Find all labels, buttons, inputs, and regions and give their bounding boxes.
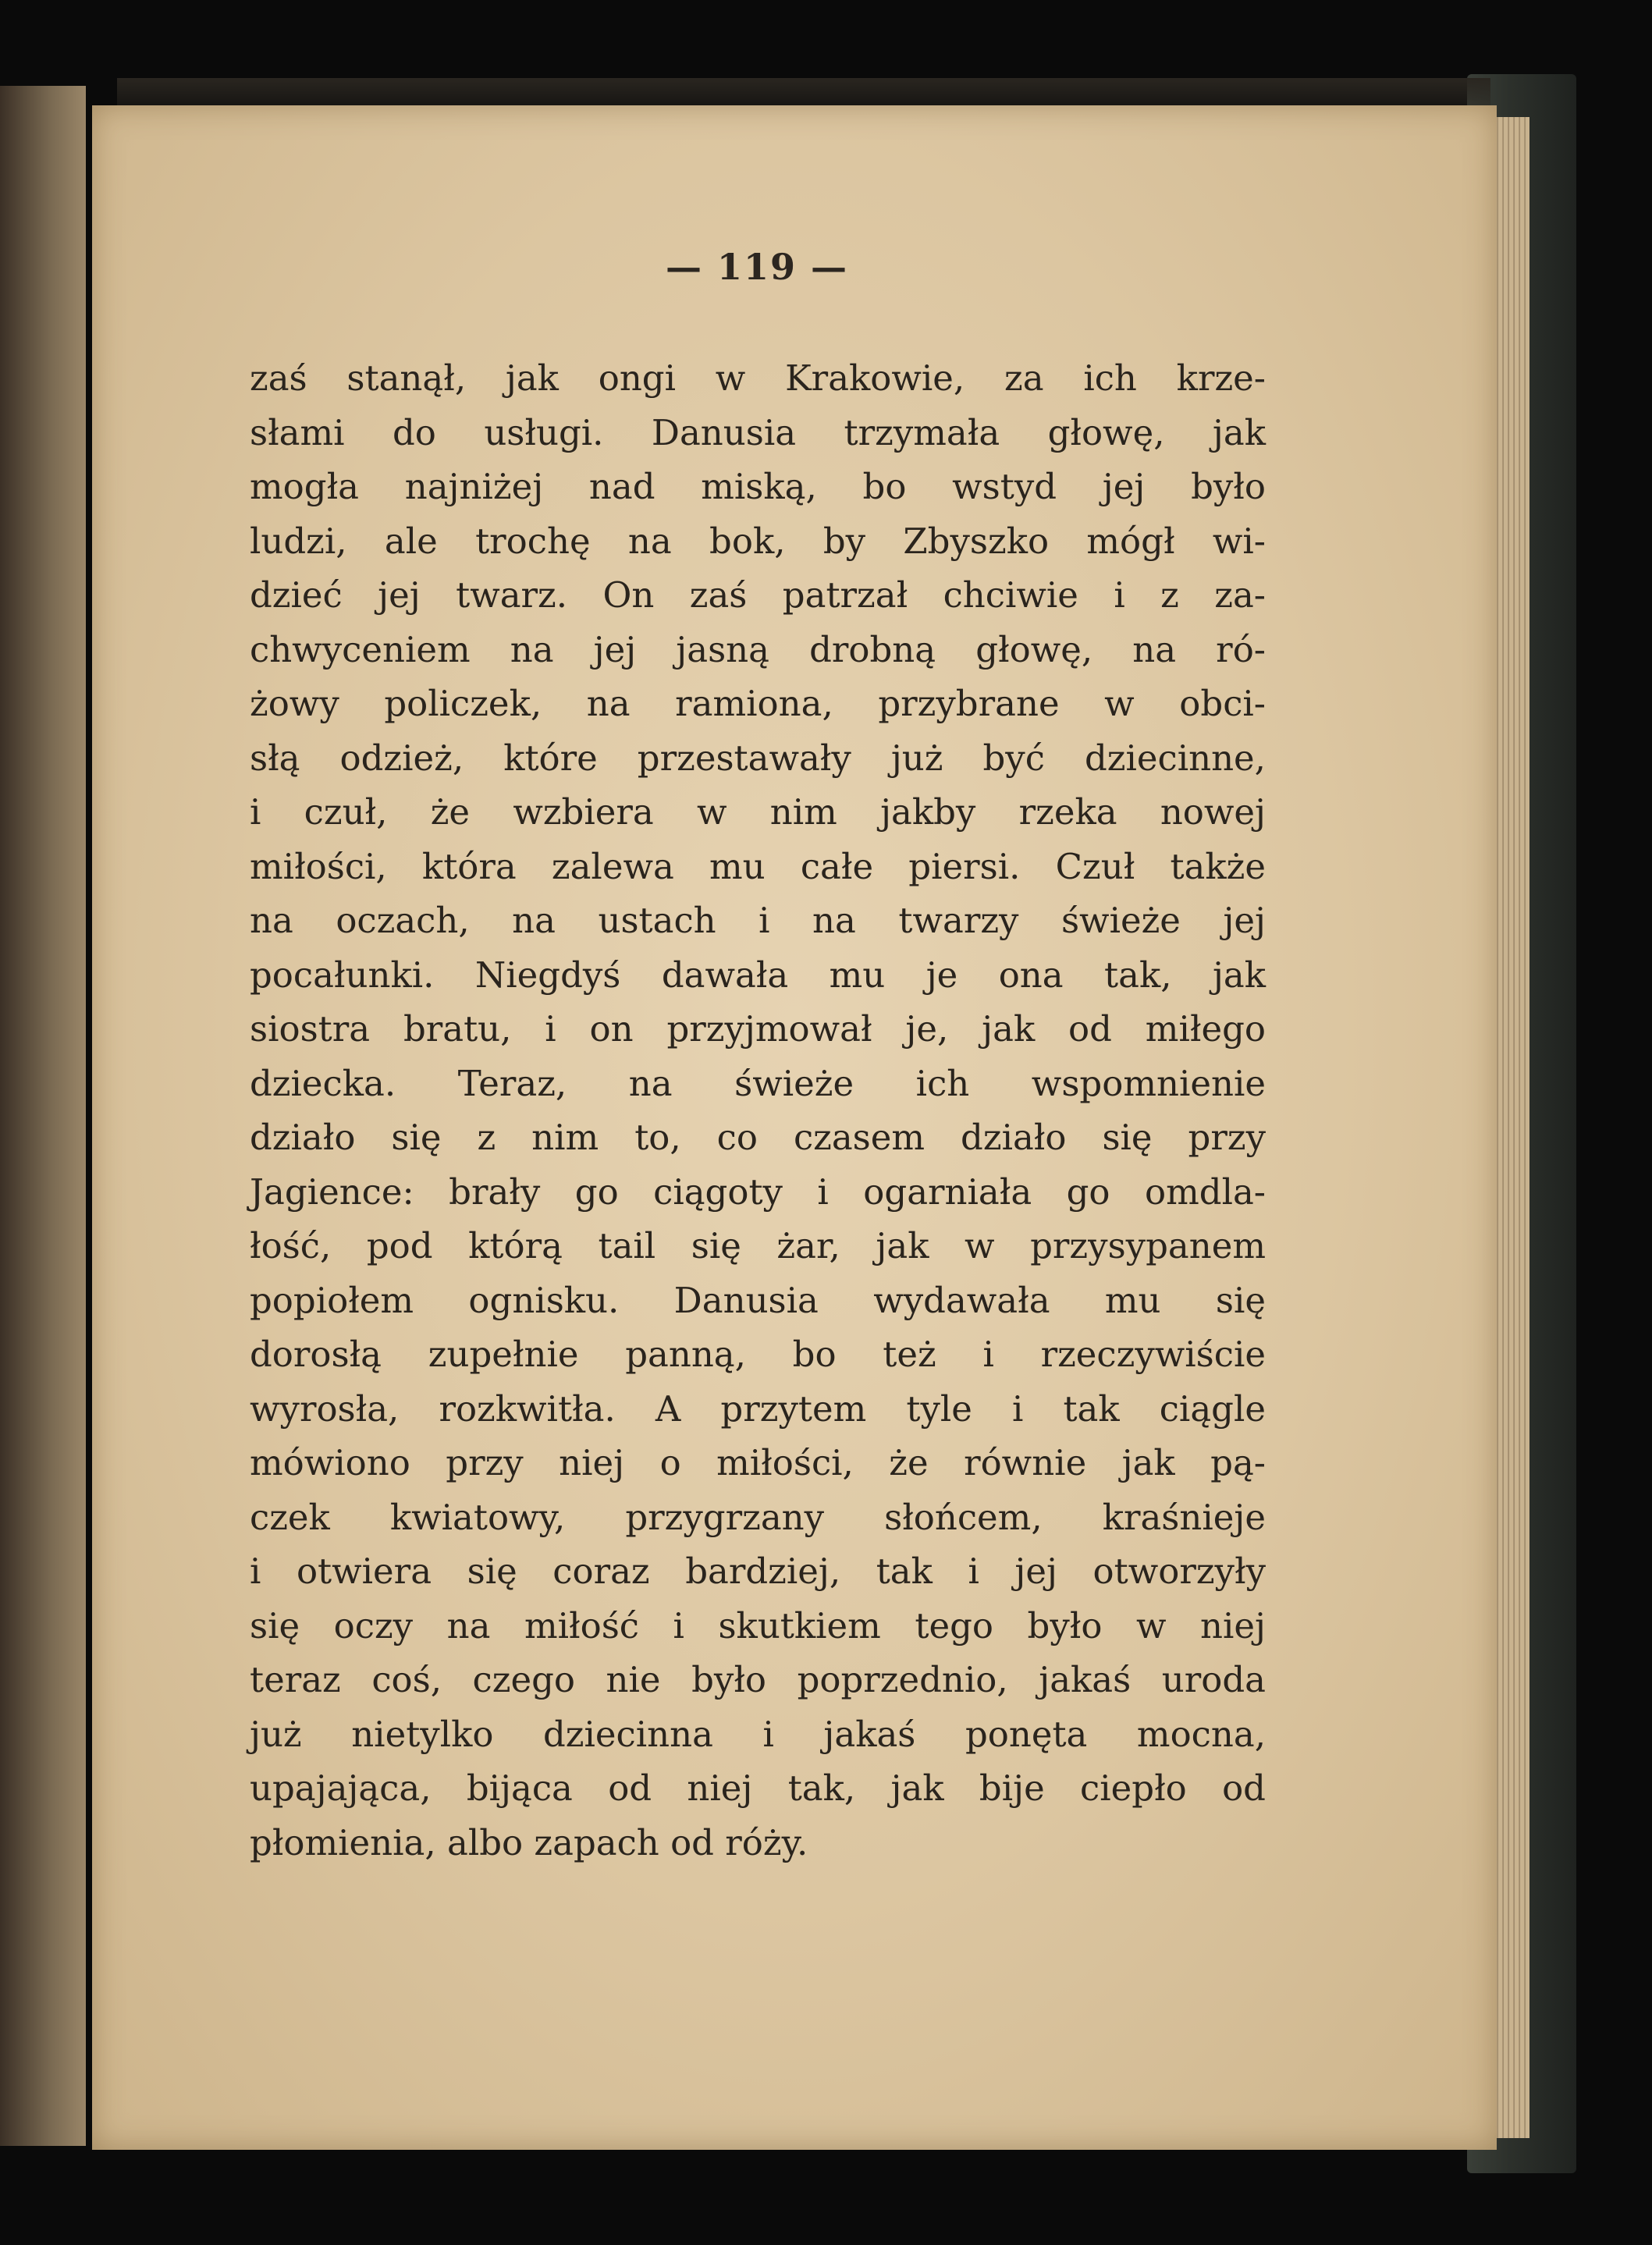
- text-line: zaś stanął, jak ongi w Krakowie, za ich krze-: [250, 357, 1266, 399]
- text-line: siostra bratu, i on przyjmował je, jak od miłego: [250, 1008, 1266, 1050]
- text-line: popiołem ognisku. Danusia wydawała mu się: [250, 1279, 1266, 1321]
- text-line: wyrosła, rozkwitła. A przytem tyle i tak ciągle: [250, 1387, 1266, 1430]
- text-line: dorosłą zupełnie panną, bo też i rzeczywiście: [250, 1334, 1266, 1375]
- previous-page-edge: [0, 86, 86, 2146]
- text-line: dzieć jej twarz. On zaś patrzał chciwie i z za-: [250, 574, 1266, 616]
- text-line: łość, pod którą tail się żar, jak w przysypanem: [250, 1225, 1266, 1266]
- text-line: dziecka. Teraz, na świeże ich wspomnienie: [250, 1062, 1266, 1104]
- text-line: na oczach, na ustach i na twarzy świeże jej: [250, 900, 1266, 941]
- text-line: Jagience: brały go ciągoty i ogarniała go omdla-: [250, 1170, 1266, 1213]
- page-number: — 119 —: [665, 246, 849, 288]
- text-line: miłości, która zalewa mu całe piersi. Czuł także: [250, 845, 1266, 887]
- text-line: i czuł, że wzbiera w nim jakby rzeka nowej: [250, 791, 1266, 833]
- text-line: już nietylko dziecinna i jakaś ponęta mocna,: [250, 1713, 1266, 1755]
- text-line: działo się z nim to, co czasem działo się przy: [250, 1117, 1266, 1158]
- text-line: pocałunki. Niegdyś dawała mu je ona tak, jak: [250, 954, 1266, 996]
- text-line: słą odzież, które przestawały już być dziecinne,: [250, 737, 1266, 779]
- text-line: się oczy na miłość i skutkiem tego było w niej: [250, 1604, 1266, 1646]
- text-line: mówiono przy niej o miłości, że równie jak pą-: [250, 1442, 1266, 1483]
- page-body-text: [250, 351, 1266, 1870]
- text-line: żowy policzek, na ramiona, przybrane w obci-: [250, 683, 1266, 724]
- text-line: chwyceniem na jej jasną drobną głowę, na ró-: [250, 628, 1266, 670]
- text-line: i otwiera się coraz bardziej, tak i jej otworzyły: [250, 1551, 1266, 1592]
- text-line: upajająca, bijąca od niej tak, jak bije ciepło od: [250, 1767, 1266, 1809]
- text-line: teraz coś, czego nie było poprzednio, jakaś uroda: [250, 1659, 1266, 1700]
- text-line: czek kwiatowy, przygrzany słońcem, kraśnieje: [250, 1496, 1266, 1538]
- text-line: słami do usługi. Danusia trzymała głowę, jak: [250, 411, 1266, 453]
- text-line: ludzi, ale trochę na bok, by Zbyszko mógł wi-: [250, 520, 1266, 562]
- text-line: mogła najniżej nad miską, bo wstyd jej było: [250, 466, 1266, 507]
- text-line-last: płomienia, albo zapach od róży.: [250, 1821, 808, 1863]
